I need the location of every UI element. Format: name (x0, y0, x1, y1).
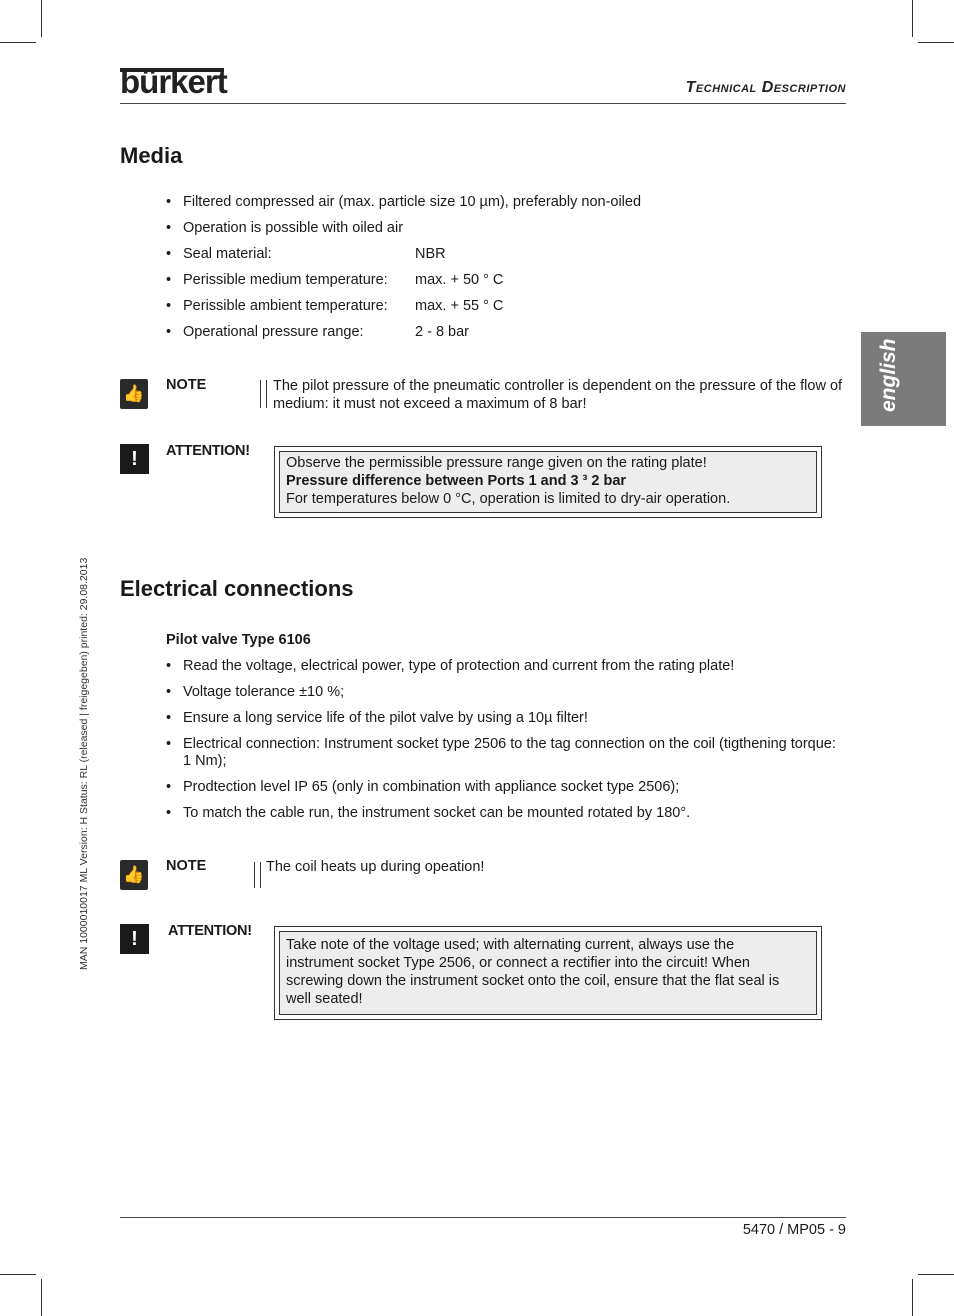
attention-text: Take note of the voltage used; with alternating current, always use the instrument socket Type 2506, or connect a rectifier into the circuit! When screwing down the instrument socket onto the coil, ensure that the flat seal is well seated! (286, 937, 780, 1007)
document-metadata: MAN 1000010017 ML Version: H Status: RL (released | freigegeben) printed: 29.08.2013 (78, 557, 90, 970)
list-item: • To match the cable run, the instrument socket can be mounted rotated by 180°. (166, 805, 846, 831)
crop-mark (41, 0, 42, 37)
crop-mark (0, 1274, 36, 1275)
crop-mark (912, 1279, 913, 1316)
crop-mark (918, 42, 954, 43)
list-item: • Voltage tolerance ±10 %; (166, 684, 846, 710)
list-item: • Ensure a long service life of the pilot valve by using a 10µ filter! (166, 710, 846, 736)
page-number: 5470 / MP05 - 9 (742, 1222, 846, 1238)
attention-box (274, 926, 822, 1020)
note-divider (254, 862, 261, 888)
thumbs-up-icon: 👍 (120, 860, 148, 890)
list-item: • Seal material: NBR (166, 246, 846, 272)
attention-text: For temperatures below 0 °C, operation is limited to dry-air operation. (286, 491, 731, 507)
attention-box-inner (279, 931, 817, 1015)
media-heading: Media (120, 143, 183, 168)
footer-divider (120, 1217, 846, 1218)
list-item: • Prodtection level IP 65 (only in combination with appliance socket type 2506); (166, 779, 846, 805)
list-item: • Operation is possible with oiled air (166, 220, 846, 246)
crop-mark (0, 42, 36, 43)
attention-box-inner (279, 451, 817, 513)
brand-logo: bürkert (120, 63, 227, 100)
attention-text-bold: Pressure difference between Ports 1 and 3 ³ 2 bar (286, 473, 627, 489)
list-item: • Electrical connection: Instrument socket type 2506 to the tag connection on the coil (tigthening torque: 1 Nm); (166, 736, 846, 779)
list-item: • Read the voltage, electrical power, type of protection and current from the rating plate! (166, 658, 846, 684)
crop-mark (912, 0, 913, 37)
attention-label: ATTENTION! (168, 923, 252, 939)
note-label: NOTE (166, 377, 207, 393)
attention-label: ATTENTION! (166, 443, 250, 459)
attention-text: Observe the permissible pressure range given on the rating plate! (286, 455, 707, 471)
note-text: The coil heats up during opeation! (266, 859, 485, 875)
header-divider (120, 103, 846, 104)
language-label: english (877, 338, 900, 412)
attention-box (274, 446, 822, 518)
section-title: Technical Description (685, 79, 846, 96)
list-item: • Operational pressure range: 2 - 8 bar (166, 324, 846, 350)
exclamation-icon: ! (120, 924, 149, 954)
subheading: Pilot valve Type 6106 (166, 632, 311, 648)
media-list (166, 194, 846, 350)
electrical-list (166, 658, 846, 831)
exclamation-icon: ! (120, 444, 149, 474)
note-label: NOTE (166, 858, 207, 874)
note-divider (260, 380, 267, 408)
list-item: • Filtered compressed air (max. particle size 10 µm), preferably non-oiled (166, 194, 846, 220)
thumbs-up-icon: 👍 (120, 379, 148, 409)
note-text: The pilot pressure of the pneumatic controller is dependent on the pressure of the flow of medium: it must not exceed a maximum of 8 bar! (273, 378, 843, 412)
list-item: • Perissible ambient temperature: max. + 55 ° C (166, 298, 846, 324)
electrical-heading: Electrical connections (120, 576, 354, 601)
language-tab (861, 332, 946, 426)
list-item: • Perissible medium temperature: max. + 50 ° C (166, 272, 846, 298)
crop-mark (918, 1274, 954, 1275)
crop-mark (41, 1279, 42, 1316)
